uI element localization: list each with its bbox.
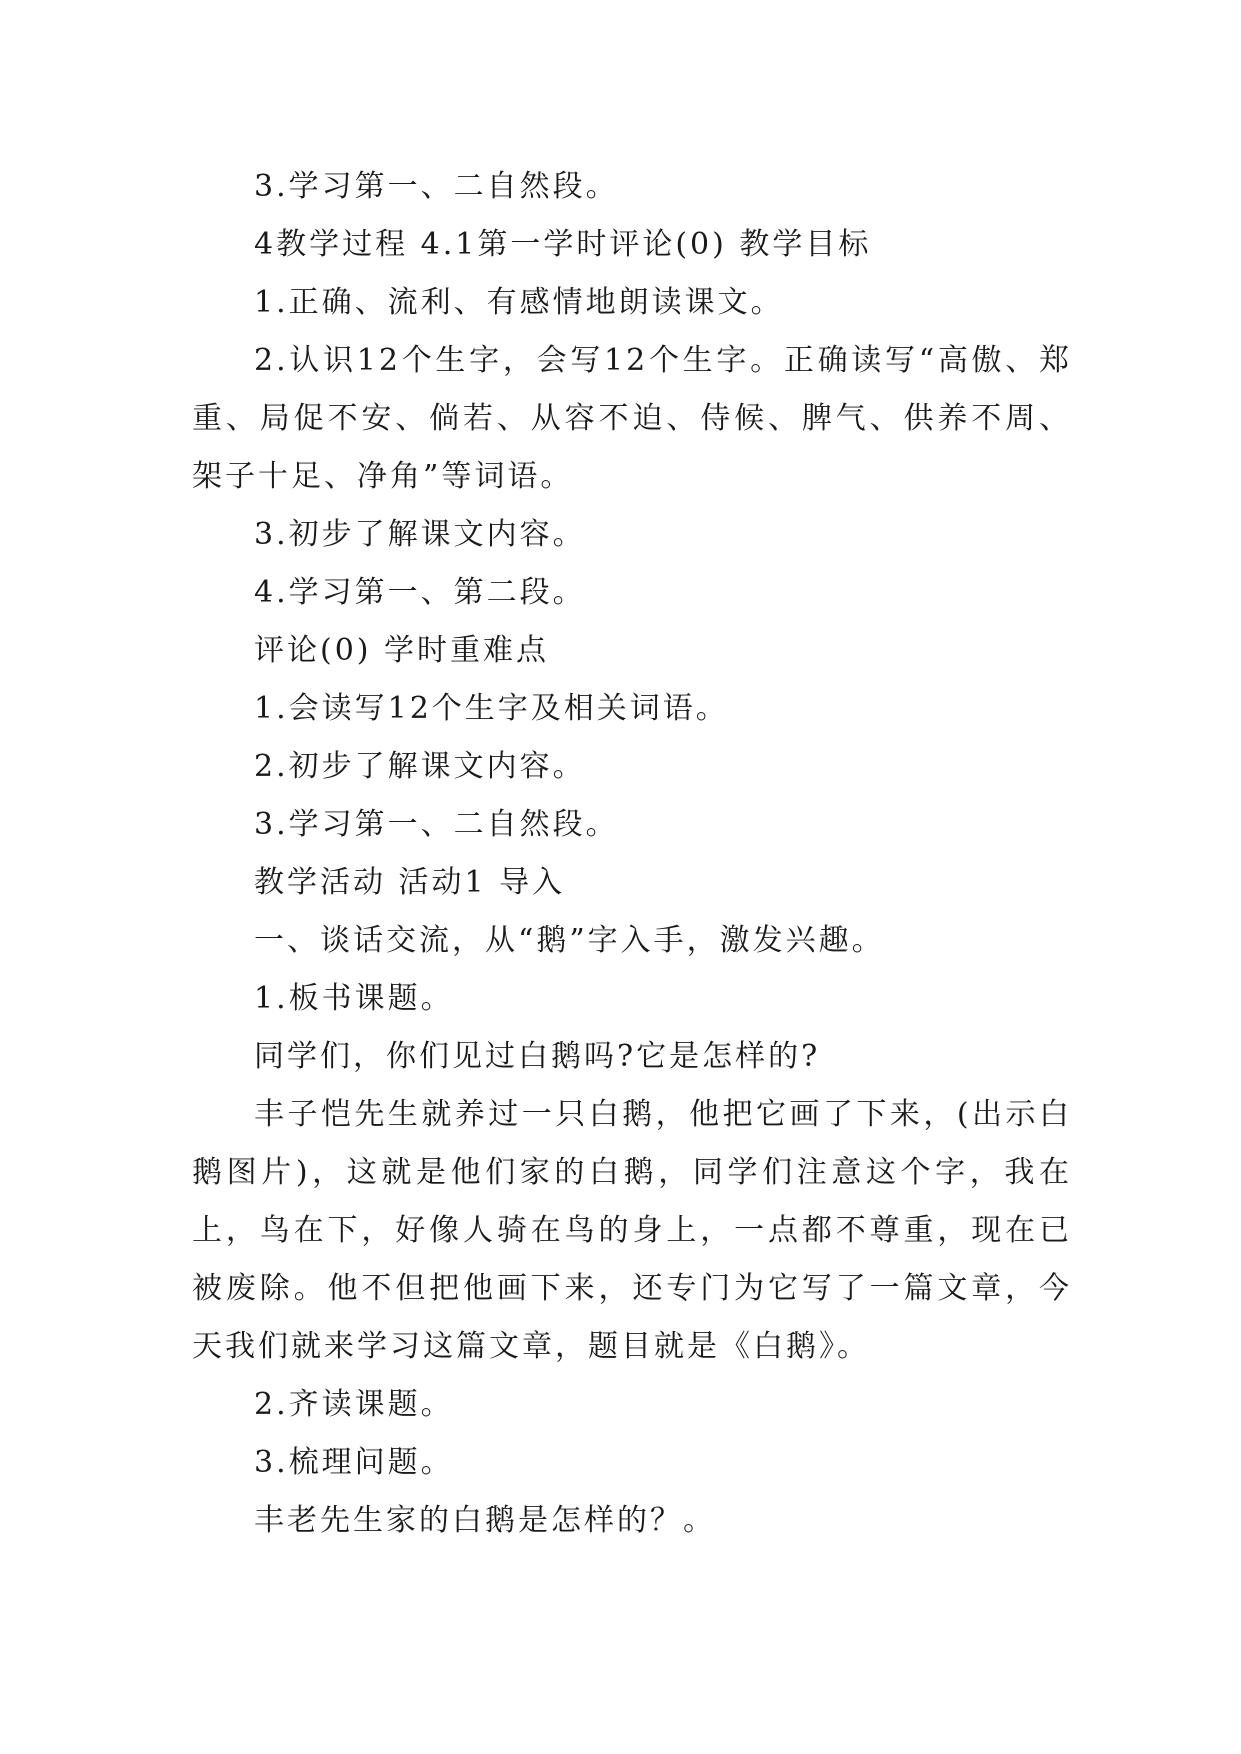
paragraph: 同学们，你们见过白鹅吗?它是怎样的? <box>254 1039 821 1074</box>
paragraph: 2.认识12个生字，会写12个生字。正确读写“高傲、郑重、局促不安、倘若、从容不迫、侍候、脾气、供养不周、架子十足、净角”等词语。 <box>192 343 1072 494</box>
paragraph: 3.学习第一、二自然段。 <box>254 169 619 204</box>
document-body <box>192 158 1072 1550</box>
paragraph: 3.学习第一、二自然段。 <box>254 807 619 842</box>
paragraph: 2.齐读课题。 <box>254 1387 454 1422</box>
paragraph: 1.会读写12个生字及相关词语。 <box>254 691 729 726</box>
paragraph: 教学活动 活动1 导入 <box>254 865 566 900</box>
paragraph: 一、谈话交流，从“鹅”字入手，激发兴趣。 <box>254 923 885 958</box>
paragraph: 4教学过程 4.1第一学时评论(0) 教学目标 <box>254 227 872 262</box>
paragraph: 3.初步了解课文内容。 <box>254 517 586 552</box>
paragraph: 1.板书课题。 <box>254 981 454 1016</box>
paragraph: 丰老先生家的白鹅是怎样的？。 <box>254 1503 716 1538</box>
paragraph: 丰子恺先生就养过一只白鹅，他把它画了下来，(出示白鹅图片)，这就是他们家的白鹅，同学们注意这个字，我在上，鸟在下，好像人骑在鸟的身上，一点都不尊重，现在已被废除。他不但把他画下来，还专门为它写了一篇文章，今天我们就来学习这篇文章，题目就是《白鹅》。 <box>192 1097 1072 1364</box>
paragraph: 1.正确、流利、有感情地朗读课文。 <box>254 285 784 320</box>
paragraph: 3.梳理问题。 <box>254 1445 454 1480</box>
paragraph: 2.初步了解课文内容。 <box>254 749 586 784</box>
paragraph: 评论(0) 学时重难点 <box>254 633 550 668</box>
paragraph: 4.学习第一、第二段。 <box>254 575 586 610</box>
